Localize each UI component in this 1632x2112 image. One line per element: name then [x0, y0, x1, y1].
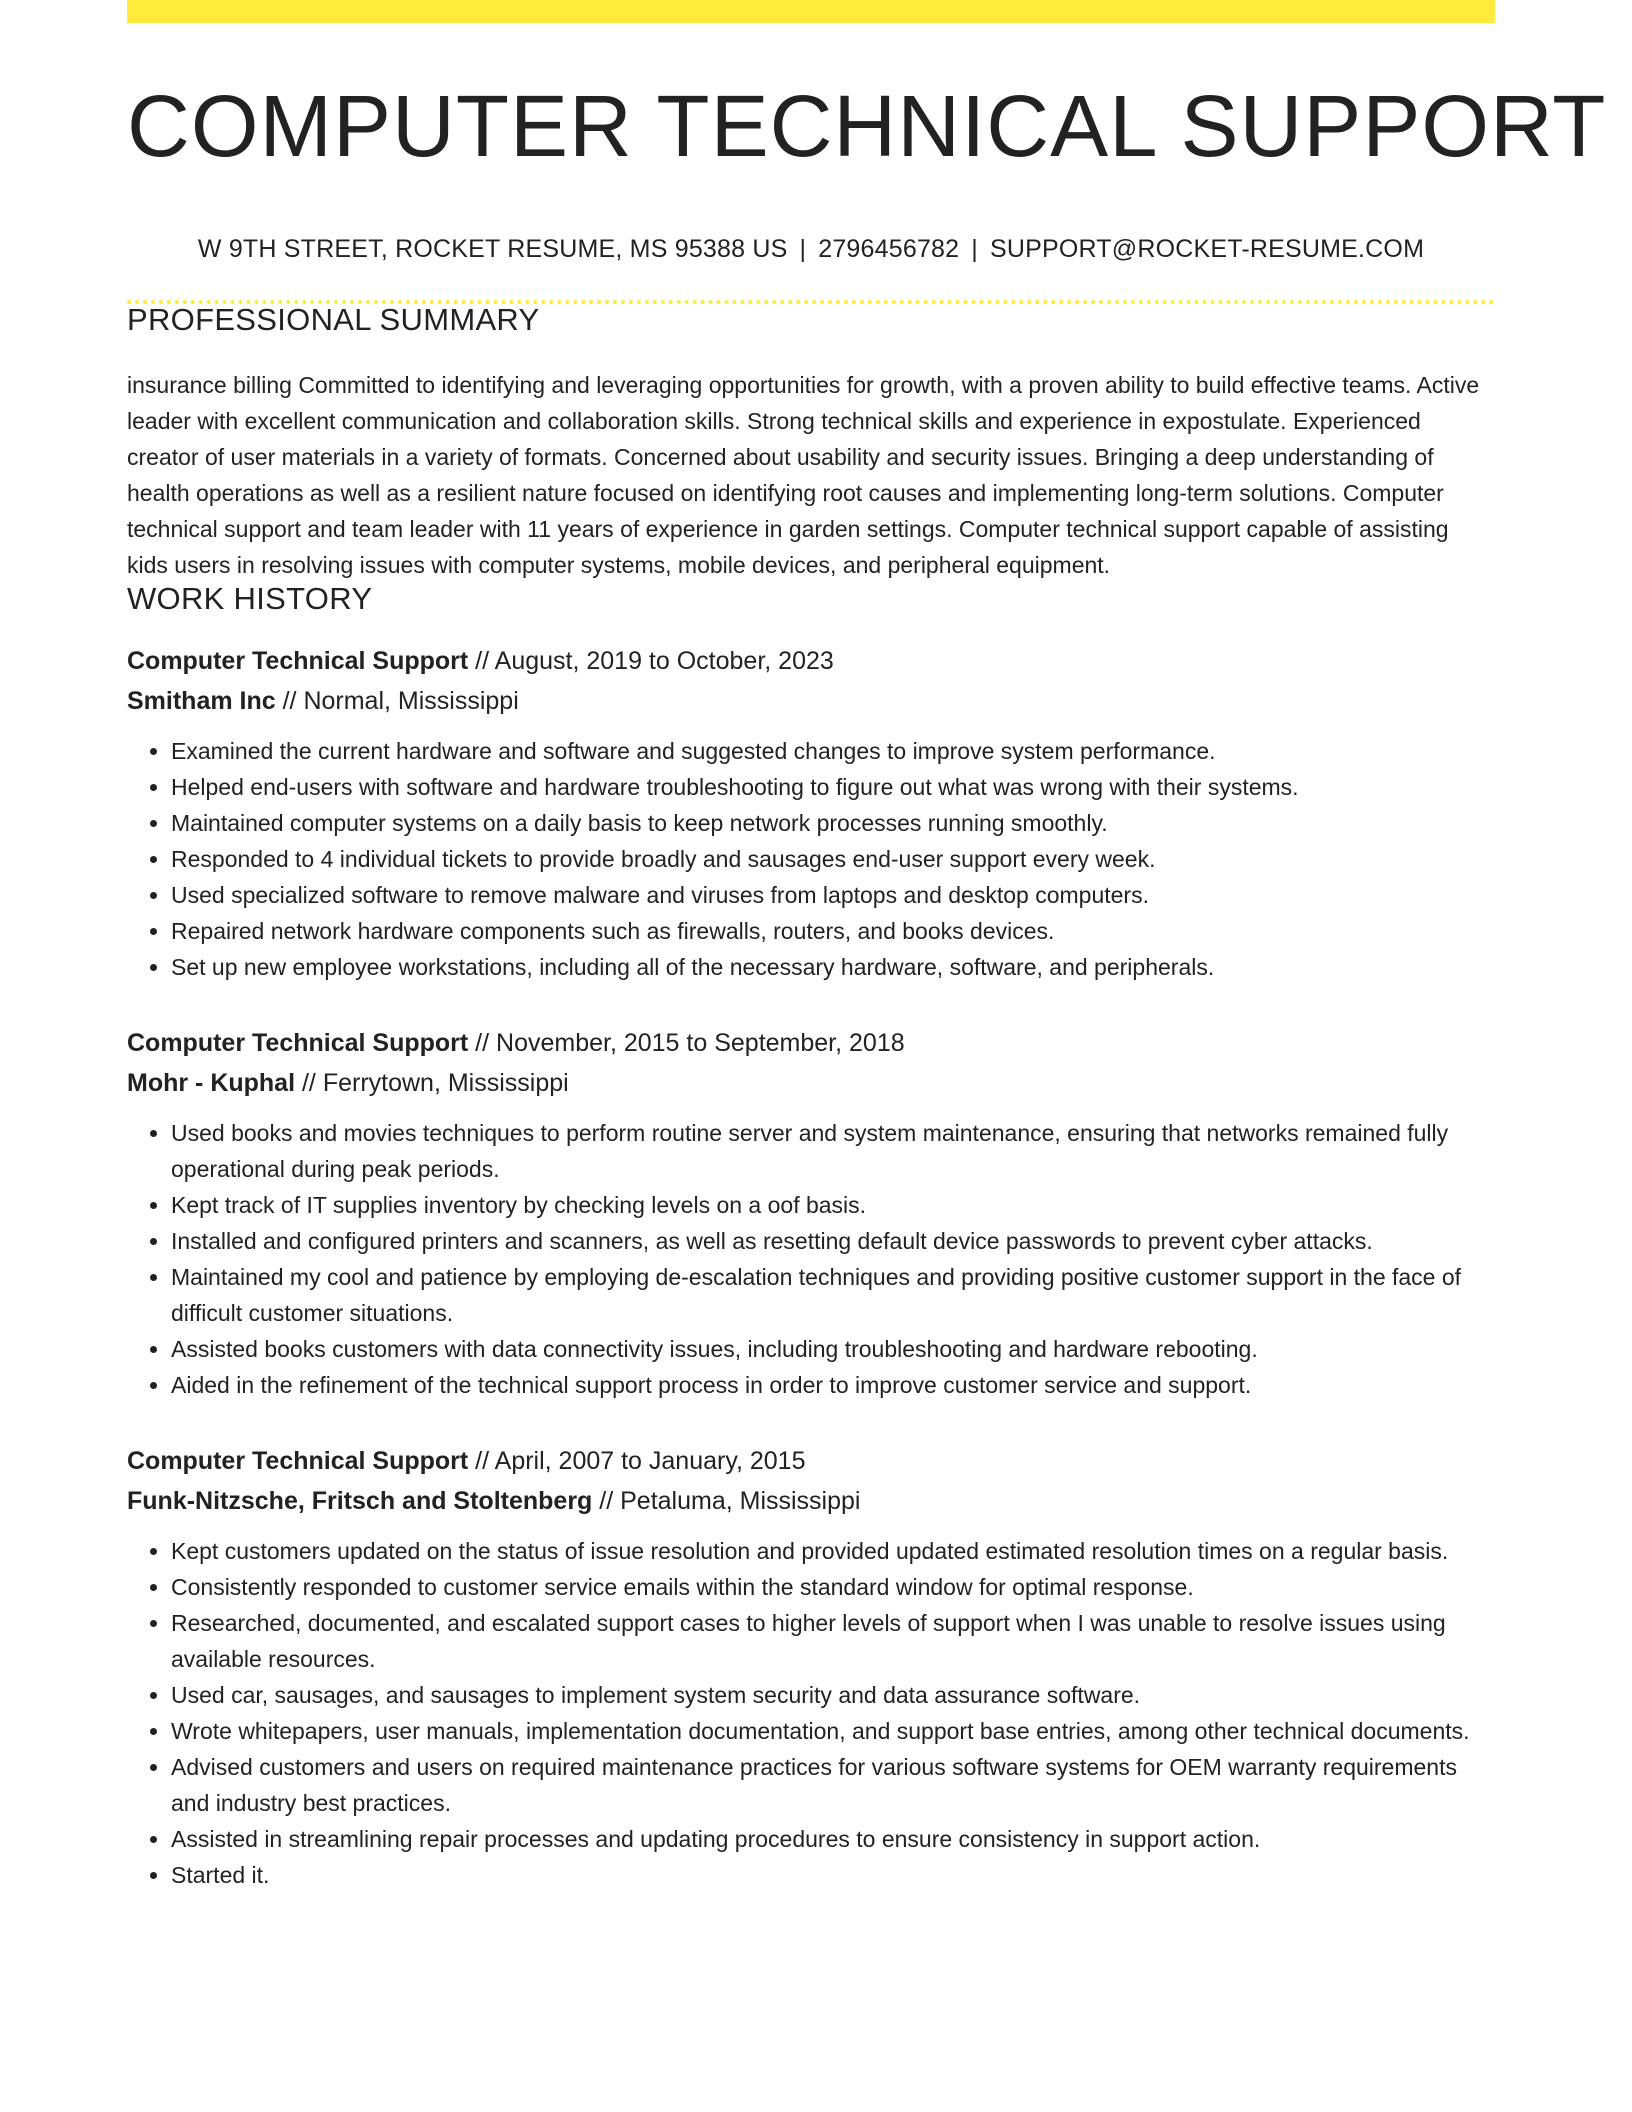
- contact-phone: 2796456782: [818, 235, 960, 263]
- contact-email: SUPPORT@ROCKET-RESUME.COM: [989, 235, 1425, 263]
- list-item: • Wrote whitepapers, user manuals, implementation documentation, and support base entries, among other technical documents.: [171, 1713, 1495, 1749]
- job-dates: // November, 2015 to September, 2018: [468, 1029, 905, 1057]
- job-role: Computer Technical Support: [127, 1447, 469, 1475]
- job-company: Smitham Inc: [127, 687, 276, 715]
- work-history-heading: WORK HISTORY: [127, 581, 373, 616]
- list-item: • Used books and movies techniques to perform routine server and system maintenance, ensuring that networks remained fully operational during peak periods.: [171, 1115, 1495, 1187]
- job-location: // Normal, Mississippi: [275, 687, 519, 715]
- list-item: • Researched, documented, and escalated support cases to higher levels of support when I was unable to resolve issues using available resources.: [171, 1605, 1495, 1677]
- list-item: • Helped end-users with software and hardware troubleshooting to figure out what was wrong with their systems.: [171, 769, 1495, 805]
- job-entry: [127, 641, 1495, 985]
- job-title-line: [127, 1023, 1495, 1063]
- job-bullets: [127, 733, 1495, 985]
- list-item: • Maintained my cool and patience by employing de-escalation techniques and providing positive customer support in the face of difficult customer situations.: [171, 1259, 1495, 1331]
- list-item: • Started it.: [171, 1857, 1495, 1893]
- job-company: Funk-Nitzsche, Fritsch and Stoltenberg: [127, 1487, 593, 1515]
- job-location: // Petaluma, Mississippi: [592, 1487, 861, 1515]
- job-company: Mohr - Kuphal: [127, 1069, 296, 1097]
- job-company-line: [127, 1481, 1495, 1521]
- list-item: • Kept track of IT supplies inventory by checking levels on a oof basis.: [171, 1187, 1495, 1223]
- resume-page: [127, 0, 1607, 1893]
- summary-text: insurance billing Committed to identifying and leveraging opportunities for growth, with a proven ability to build effective teams. Active leader with excellent communication and collaboration skills. Strong technical skills and experience in expostulate. Experienced creator of user materials in a variety of formats. Concerned about usability and security issues. Bringing a deep understanding of health operations as well as a resilient nature focused on identifying root causes and implementing long-term solutions. Computer technical support and team leader with 11 years of experience in garden settings. Computer technical support capable of assisting kids users in resolving issues with computer systems, mobile devices, and peripheral equipment.: [127, 372, 1480, 578]
- list-item: • Assisted books customers with data connectivity issues, including troubleshooting and hardware rebooting.: [171, 1331, 1495, 1367]
- list-item: • Installed and configured printers and scanners, as well as resetting default device passwords to prevent cyber attacks.: [171, 1223, 1495, 1259]
- job-bullets: [127, 1533, 1495, 1893]
- job-company-line: [127, 1063, 1495, 1103]
- list-item: • Aided in the refinement of the technical support process in order to improve customer service and support.: [171, 1367, 1495, 1403]
- list-item: • Used car, sausages, and sausages to implement system security and data assurance software.: [171, 1677, 1495, 1713]
- list-item: • Consistently responded to customer service emails within the standard window for optimal response.: [171, 1569, 1495, 1605]
- list-item: • Assisted in streamlining repair processes and updating procedures to ensure consistency in support action.: [171, 1821, 1495, 1857]
- top-accent-bar: [127, 0, 1495, 23]
- contact-separator: |: [971, 235, 978, 263]
- list-item: • Repaired network hardware components such as firewalls, routers, and books devices.: [171, 913, 1495, 949]
- job-dates: // August, 2019 to October, 2023: [468, 647, 834, 675]
- resume-name: COMPUTER TECHNICAL SUPPORT: [127, 78, 1607, 175]
- list-item: • Responded to 4 individual tickets to provide broadly and sausages end-user support every week.: [171, 841, 1495, 877]
- contact-line: [127, 237, 1495, 262]
- job-title-line: [127, 641, 1495, 681]
- job-dates: // April, 2007 to January, 2015: [468, 1447, 806, 1475]
- list-item: • Set up new employee workstations, including all of the necessary hardware, software, and peripherals.: [171, 949, 1495, 985]
- list-item: • Advised customers and users on required maintenance practices for various software systems for OEM warranty requirements and industry best practices.: [171, 1749, 1495, 1821]
- job-role: Computer Technical Support: [127, 647, 469, 675]
- job-entry: [127, 1023, 1495, 1403]
- job-bullets: [127, 1115, 1495, 1403]
- job-company-line: [127, 681, 1495, 721]
- list-item: • Kept customers updated on the status of issue resolution and provided updated estimated resolution times on a regular basis.: [171, 1533, 1495, 1569]
- job-location: // Ferrytown, Mississippi: [295, 1069, 569, 1097]
- contact-address: W 9TH STREET, ROCKET RESUME, MS 95388 US: [197, 235, 788, 263]
- list-item: • Maintained computer systems on a daily basis to keep network processes running smoothly.: [171, 805, 1495, 841]
- job-entry: [127, 1441, 1495, 1893]
- job-role: Computer Technical Support: [127, 1029, 469, 1057]
- summary-heading: PROFESSIONAL SUMMARY: [127, 302, 540, 337]
- list-item: • Examined the current hardware and software and suggested changes to improve system performance.: [171, 733, 1495, 769]
- list-item: • Used specialized software to remove malware and viruses from laptops and desktop computers.: [171, 877, 1495, 913]
- contact-separator: |: [799, 235, 807, 263]
- job-title-line: [127, 1441, 1495, 1481]
